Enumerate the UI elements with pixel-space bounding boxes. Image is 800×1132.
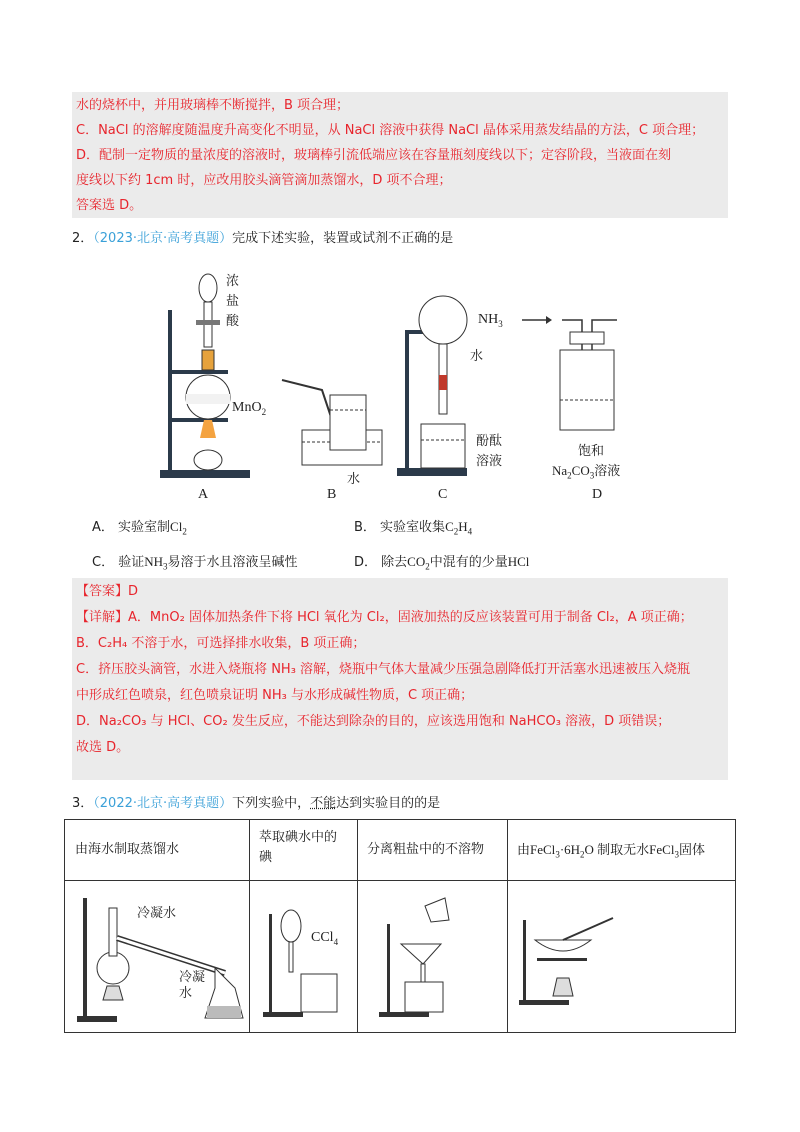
caption-a: A — [198, 487, 209, 502]
question-3-stem: 3．（2022·北京·高考真题）下列实验中，不能达到实验目的的是 — [72, 796, 441, 811]
header-extract: 萃取碘水中的 碘 — [259, 830, 338, 865]
label-ccl4: CCl$_4$ — [311, 930, 339, 947]
header-fecl3: 由$FeCl_3\cdot 6H_2O$ 制取无水FeCl$_3$固体 — [517, 842, 705, 860]
label-water-c: 水 — [470, 349, 484, 364]
detail-line-3: C．挤压胶头滴管，水进入烧瓶将 NH₃ 溶解，烧瓶中气体大量减少压强急剧降低打开活塞水迅速被压入烧瓶 — [76, 662, 691, 677]
detail-line-2: B．C₂H₄ 不溶于水，可选择排水收集，B 项正确； — [76, 636, 366, 651]
explain-line-5: 答案选 D。 — [76, 198, 143, 213]
experiment-table — [64, 819, 736, 1033]
question-number: 2． — [72, 231, 94, 246]
detail-line-5: D．Na₂CO₃ 与 HCl、CO₂ 发生反应，不能达到除杂的目的，应该选用饱和 NaHCO₃ 溶液，D 项错误； — [76, 714, 671, 729]
detail-line-4: 中形成红色喷泉，红色喷泉证明 NH₃ 与水形成碱性物质，C 项正确； — [76, 688, 474, 703]
label-cooling-water-out: 冷凝水 — [137, 906, 177, 921]
option-a[interactable]: A． 实验室制$Cl_2$ — [92, 519, 187, 537]
question-number: 3． — [72, 796, 94, 811]
header-filter: 分离粗盐中的不溶物 — [367, 842, 485, 857]
detail-line-1: 【详解】A．MnO₂ 固体加热条件下将 HCl 氧化为 Cl₂，固液加热的反应该装置可用于制备 Cl₂，A 项正确； — [76, 610, 693, 625]
filtration-figure — [375, 894, 485, 1019]
option-d[interactable]: D． 除去$CO_2$中混有的少量HCl — [354, 554, 530, 572]
detail-line-6: 故选 D。 — [76, 740, 130, 755]
apparatus-d-figure — [522, 310, 652, 440]
explain-line-1: 水的烧杯中，并用玻璃棒不断搅拌，B 项合理； — [76, 98, 350, 113]
question-2-stem — [72, 229, 453, 249]
explain-line-2: C．NaCl 的溶解度随温度升高变化不明显，从 NaCl 溶液中获得 NaCl 晶体采用蒸发结晶的方法，C 项合理； — [76, 123, 705, 138]
caption-c: C — [438, 487, 448, 502]
apparatus-b-figure — [282, 370, 382, 470]
label-cooling-water-in: 冷凝 水 — [179, 970, 206, 1001]
extraction-figure — [261, 904, 351, 1019]
label-nh3: $NH_3$ — [478, 312, 503, 329]
question-text: 完成下述实验，装置或试剂不正确的是 — [232, 231, 454, 246]
evaporation-figure — [517, 900, 647, 1010]
explain-line-4: 度线以下约 1cm 时，应改用胶头滴管滴加蒸馏水，D 项不合理； — [76, 173, 452, 188]
label-water-b: 水 — [347, 472, 361, 487]
option-c[interactable]: C． 验证$NH_3$易溶于水且溶液呈碱性 — [92, 554, 298, 572]
apparatus-c-figure — [395, 290, 485, 480]
caption-d: D — [592, 487, 603, 502]
label-conc-hcl: 浓 盐 酸 — [226, 274, 240, 329]
label-na2co3-solution: $Na_2CO_3$溶液 — [552, 463, 621, 481]
caption-b: B — [327, 487, 337, 502]
label-phenolphthalein: 酚酞 溶液 — [476, 434, 503, 469]
header-distill: 由海水制取蒸馏水 — [75, 842, 180, 857]
apparatus-a-figure — [160, 270, 280, 485]
answer-line: 【答案】D — [76, 584, 139, 599]
label-saturated: 饱和 — [578, 444, 605, 459]
question-source: （2023·北京·高考真题） — [93, 231, 233, 246]
emphasis-not: 不能 — [310, 796, 337, 811]
label-mno2: MnO$_2$ — [232, 400, 267, 417]
question-source: （2022·北京·高考真题） — [93, 796, 233, 811]
option-b[interactable]: B． 实验室收集$C_2H_4$ — [354, 519, 473, 537]
explain-line-3: D．配制一定物质的量浓度的溶液时，玻璃棒引流低端应该在容量瓶刻度线以下；定容阶段，当液面在刻 — [76, 148, 672, 163]
